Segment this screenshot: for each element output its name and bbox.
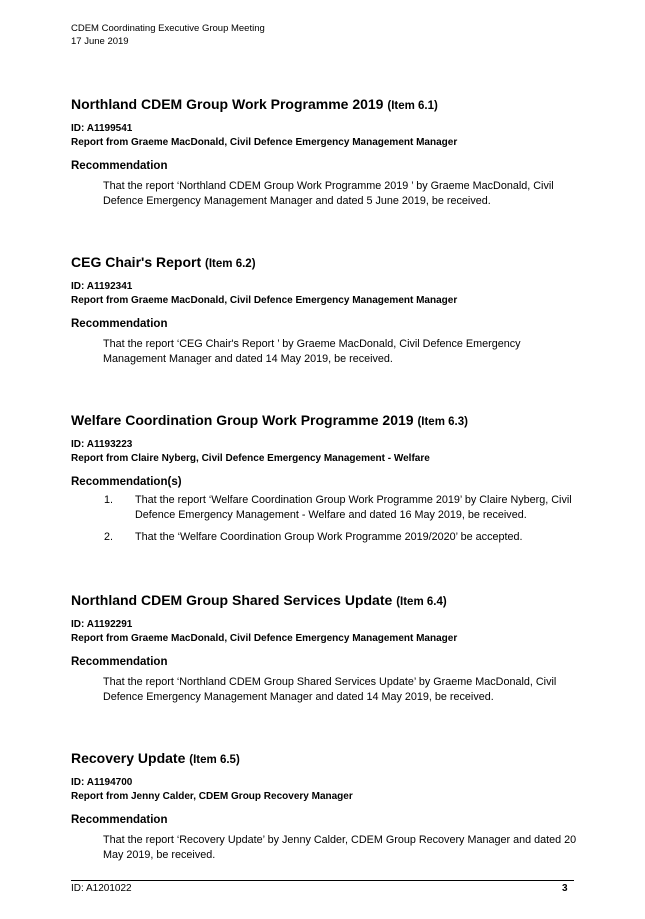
page-header [71, 22, 265, 48]
footer-document-id: ID: A1201022 [71, 883, 132, 894]
recommendation-heading: Recommendation [71, 656, 168, 668]
list-text: That the ‘Welfare Coordination Group Work Programme 2019/2020’ be accepted. [135, 531, 523, 543]
recommendation-text: That the report ‘CEG Chair's Report ’ by Graeme MacDonald, Civil Defence Emergency Management Manager and dated 14 May 2019, be received. [103, 338, 521, 365]
recommendation-text: That the report ‘Northland CDEM Group Shared Services Update’ by Graeme MacDonald, Civil Defence Emergency Management Manager and dated 14 May 2019, be received. [103, 676, 557, 703]
agenda-item-6-4 [71, 591, 591, 705]
section-title [71, 95, 591, 115]
section-title-text: Recovery Update [71, 750, 186, 766]
agenda-item-6-3 [71, 411, 591, 552]
recommendation-text: That the report ‘Recovery Update’ by Jenny Calder, CDEM Group Recovery Manager and dated 20 May 2019, be received. [103, 834, 577, 861]
meeting-date: 17 June 2019 [71, 36, 129, 47]
list-item [71, 493, 591, 523]
document-id: ID: A1192341 [71, 281, 133, 292]
agenda-item-6-5 [71, 749, 591, 863]
agenda-item-6-1 [71, 95, 591, 209]
recommendation-text: That the report ‘Northland CDEM Group Work Programme 2019 ’ by Graeme MacDonald, Civil Defence Emergency Management Manager and dated 5 June 2019, be received. [103, 180, 554, 207]
recommendation-heading: Recommendation [71, 814, 168, 826]
document-id: ID: A1193223 [71, 439, 133, 450]
item-number: (Item 6.4) [396, 596, 447, 608]
report-from: Report from Graeme MacDonald, Civil Defence Emergency Management Manager [71, 633, 458, 644]
recommendation-heading: Recommendation [71, 160, 168, 172]
document-id: ID: A1192291 [71, 619, 133, 630]
report-from: Report from Claire Nyberg, Civil Defence Emergency Management - Welfare [71, 453, 430, 464]
item-number: (Item 6.2) [205, 258, 256, 270]
section-title-text: CEG Chair's Report [71, 254, 202, 270]
recommendation-heading: Recommendation(s) [71, 476, 182, 488]
list-number: 2. [104, 531, 114, 543]
meeting-title: CDEM Coordinating Executive Group Meeting [71, 23, 265, 34]
list-text: That the report ‘Welfare Coordination Group Work Programme 2019’ by Claire Nyberg, Civil Defence Emergency Management - Welfare and dated 16 May 2019, be received. [135, 494, 572, 521]
report-from: Report from Graeme MacDonald, Civil Defence Emergency Management Manager [71, 137, 458, 148]
recommendation-heading: Recommendation [71, 318, 168, 330]
section-title [71, 253, 591, 273]
section-title-text: Northland CDEM Group Shared Services Update [71, 592, 393, 608]
section-title [71, 411, 591, 431]
report-from: Report from Graeme MacDonald, Civil Defence Emergency Management Manager [71, 295, 458, 306]
section-title [71, 591, 591, 611]
list-number: 1. [104, 494, 114, 506]
section-title [71, 749, 591, 769]
document-id: ID: A1199541 [71, 123, 133, 134]
list-item [71, 530, 591, 545]
document-id: ID: A1194700 [71, 777, 133, 788]
item-number: (Item 6.5) [189, 754, 240, 766]
recommendation-list [71, 493, 591, 545]
item-number: (Item 6.1) [387, 100, 438, 112]
report-from: Report from Jenny Calder, CDEM Group Recovery Manager [71, 791, 353, 802]
item-number: (Item 6.3) [417, 416, 468, 428]
section-title-text: Northland CDEM Group Work Programme 2019 [71, 96, 384, 112]
section-title-text: Welfare Coordination Group Work Programme 2019 [71, 412, 414, 428]
footer-divider [71, 880, 574, 881]
page-number: 3 [562, 883, 568, 894]
agenda-item-6-2 [71, 253, 591, 367]
